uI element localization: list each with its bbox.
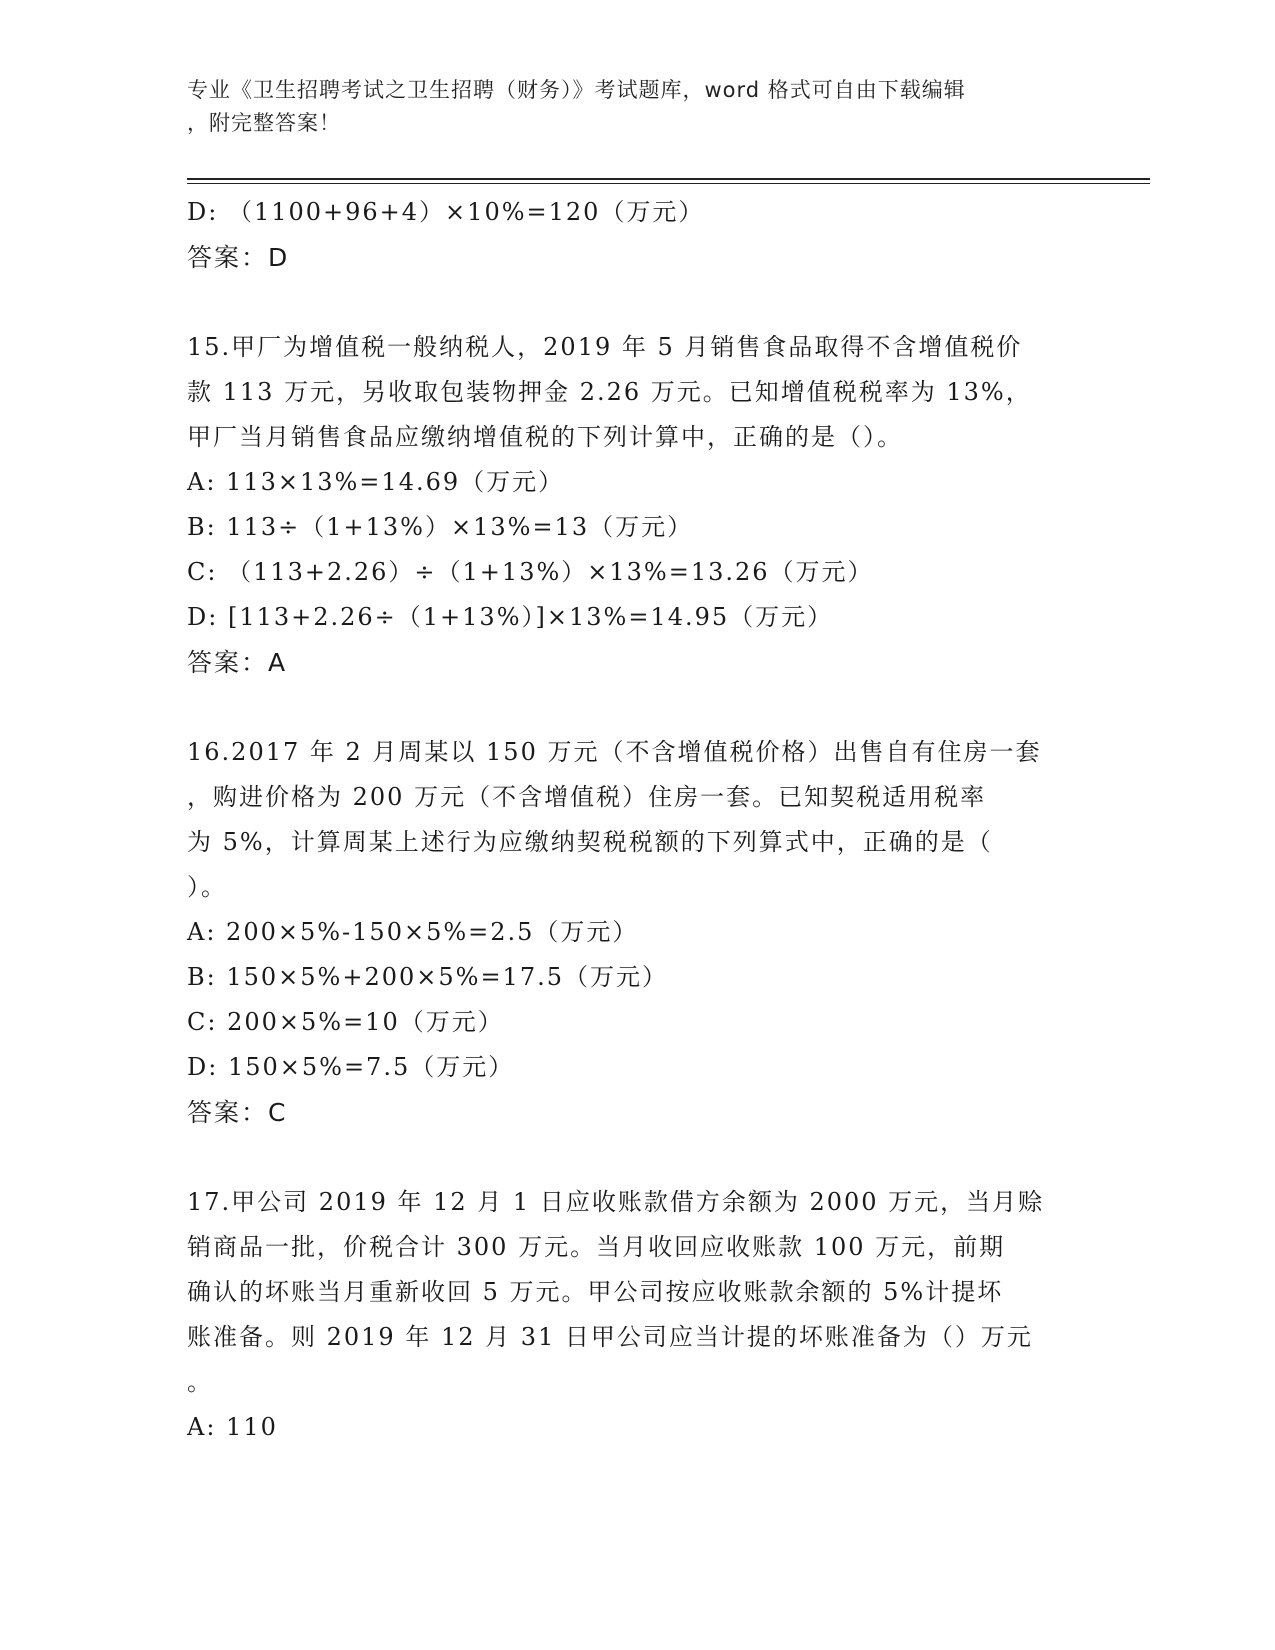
page-header <box>187 74 1087 140</box>
stem-line: 为 5%，计算周某上述行为应缴纳契税税额的下列算式中，正确的是（ <box>187 828 993 856</box>
question-stem <box>187 325 1087 460</box>
stem-line: 账准备。则 2019 年 12 月 31 日甲公司应当计提的坏账准备为（）万元 <box>187 1323 1033 1351</box>
option-c: C: 200×5%=10（万元） <box>187 1008 504 1036</box>
option-c: C: （113+2.26）÷（1+13%）×13%=13.26（万元） <box>187 558 874 586</box>
option-b: B: 113÷（1+13%）×13%=13（万元） <box>187 513 694 541</box>
option-d: D: [113+2.26÷（1+13%）]×13%=14.95（万元） <box>187 603 834 631</box>
option-a: A: 113×13%=14.69（万元） <box>187 468 565 496</box>
option-d: D: 150×5%=7.5（万元） <box>187 1053 515 1081</box>
answer: 答案：A <box>187 648 288 677</box>
header-rule-thin <box>187 183 1150 184</box>
previous-question-tail <box>187 190 1087 280</box>
question-17 <box>187 1180 1087 1450</box>
stem-line: ，购进价格为 200 万元（不含增值税）住房一套。已知契税适用税率 <box>187 783 987 811</box>
answer: 答案：D <box>187 243 290 272</box>
option-a: A: 110 <box>187 1413 278 1441</box>
stem-line: 17.甲公司 2019 年 12 月 1 日应收账款借方余额为 2000 万元，当月赊 <box>187 1188 1045 1216</box>
header-line-1: 专业《卫生招聘考试之卫生招聘（财务）》考试题库，word 格式可自由下载编辑 <box>187 78 966 102</box>
question-stem <box>187 730 1087 910</box>
stem-line: 。 <box>187 1368 213 1396</box>
option-a: A: 200×5%-150×5%=2.5（万元） <box>187 918 639 946</box>
header-rule-thick <box>187 178 1150 180</box>
question-15 <box>187 325 1087 685</box>
question-16 <box>187 730 1087 1135</box>
option-b: B: 150×5%+200×5%=17.5（万元） <box>187 963 668 991</box>
stem-line: 16.2017 年 2 月周某以 150 万元（不含增值税价格）出售自有住房一套 <box>187 738 1042 766</box>
stem-line: 销商品一批，价税合计 300 万元。当月收回应收账款 100 万元，前期 <box>187 1233 1006 1261</box>
stem-line: 15.甲厂为增值税一般纳税人，2019 年 5 月销售食品取得不含增值税价 <box>187 333 1023 361</box>
stem-line: 确认的坏账当月重新收回 5 万元。甲公司按应收账款余额的 5%计提坏 <box>187 1278 1004 1306</box>
stem-line: 甲厂当月销售食品应缴纳增值税的下列计算中，正确的是（）。 <box>187 423 903 451</box>
stem-line: 款 113 万元，另收取包装物押金 2.26 万元。已知增值税税率为 13%， <box>187 378 1032 406</box>
option-d: D: （1100+96+4）×10%=120（万元） <box>187 198 705 226</box>
header-line-2: ，附完整答案！ <box>187 111 341 135</box>
stem-line: ）。 <box>187 873 227 901</box>
answer: 答案：C <box>187 1098 288 1127</box>
question-stem <box>187 1180 1087 1405</box>
document-body <box>187 190 1087 1450</box>
